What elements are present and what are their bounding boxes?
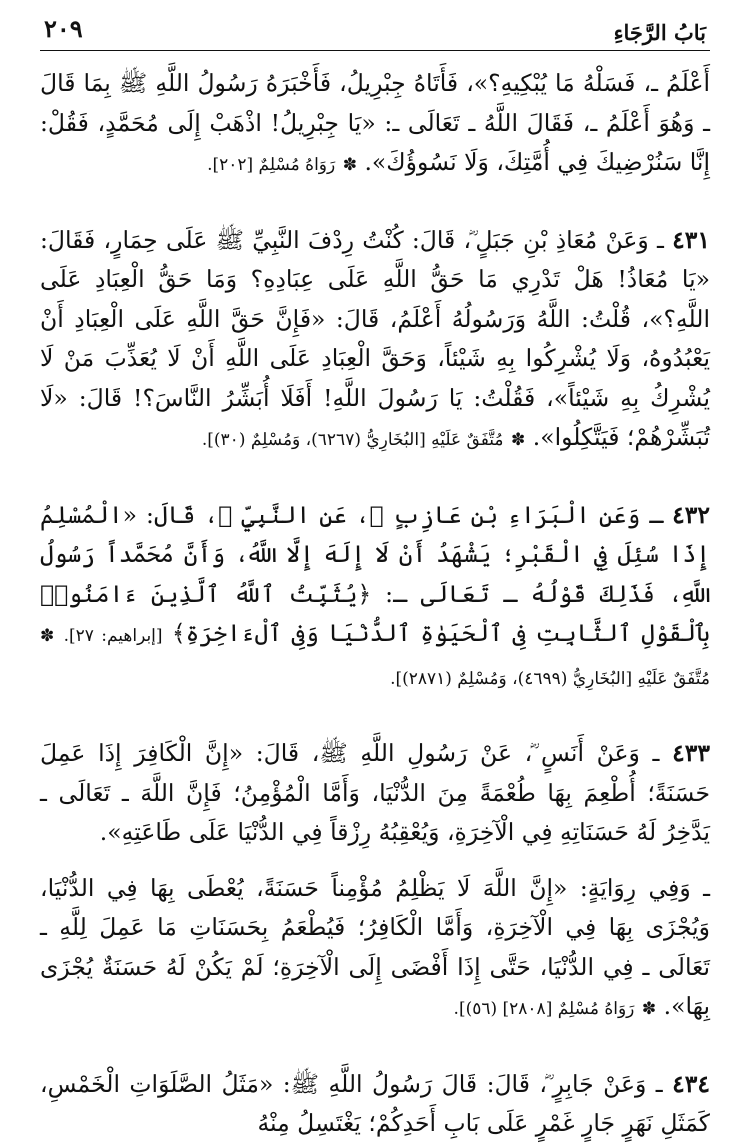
page-number: ٢٠٩ — [44, 14, 83, 43]
continuation-paragraph — [40, 64, 710, 186]
hadith-reference: مُتَّفَقٌ عَلَيْهِ [البُخَارِيُّ (٦٢٦٧)، وَمُسْلِمٌ (٣٠)]. — [201, 430, 504, 450]
hadith-reference: رَوَاهُ مُسْلِمٌ [٢٠٢]. — [207, 155, 336, 175]
page-header — [40, 12, 710, 51]
section-gap — [40, 717, 710, 718]
hadith-433-riwaya — [40, 869, 710, 1030]
continuation-text: أَعْلَمُ ـ، فَسَلْهُ مَا يُبْكِيهِ؟»، فَأَتَاهُ جِبْرِيلُ، فَأَخْبَرَهُ رَسُولُ اللَّهِ ﷺ بِمَا قَالَ ـ وَهُوَ أَعْلَمُ ـ، فَقَالَ اللَّهُ ـ تَعَالَى ـ: «يَا جِبْرِيلُ! اذْهَبْ إِلَى مُحَمَّدٍ، فَقُلْ: إِنَّا سَنُرْضِيكَ فِي أُمَّتِكَ، وَلَا نَسُوؤُكَ». — [40, 69, 710, 176]
chapter-title: بَابُ الرَّجَاءِ — [613, 20, 706, 45]
hadith-number: ٤٣١ — [672, 225, 710, 254]
hadith-text: ـ وَعَنِ الْبَرَاءِ بْنِ عَازِبٍ ؓ، عَنِ النَّبِيِّ ﷺ، قَالَ: «الْمُسْلِمُ إِذَا سُئِلَ فِي الْقَبْرِ؛ يَشْهَدُ أَنْ لَا إِلَهَ إِلَّا اللَّهُ، وَأَنَّ مُحَمَّداً رَسُولُ اللَّهِ، فَذَلِكَ قَوْلُهُ ـ تَعَالَى ـ: — [40, 500, 710, 608]
hadith-number: ٤٣٣ — [672, 739, 710, 767]
star-icon: ✽ — [40, 626, 55, 646]
hadith-434 — [40, 1065, 710, 1144]
hadith-432 — [40, 496, 710, 700]
hadith-number: ٤٣٤ — [672, 1069, 710, 1098]
section-gap — [40, 1048, 710, 1049]
hadith-reference: مُتَّفَقٌ عَلَيْهِ [البُخَارِيُّ (٤٦٩٩)، وَمُسْلِمٌ (٢٨٧١)]. — [390, 668, 710, 689]
page-content — [40, 64, 710, 1144]
star-icon: ✽ — [511, 430, 526, 450]
hadith-text: ـ وَعَنْ جَابِرٍ ؓ، قَالَ: قَالَ رَسُولُ اللَّهِ ﷺ: «مَثَلُ الصَّلَوَاتِ الْخَمْسِ، كَمَثَلِ نَهَرٍ جَارٍ غَمْرٍ عَلَى بَابِ أَحَدِكُمْ؛ يَغْتَسِلُ مِنْهُ — [40, 1069, 710, 1137]
section-gap — [40, 204, 710, 205]
hadith-431 — [40, 221, 710, 461]
riwaya-text: ـ وَفِي رِوَايَةٍ: «إِنَّ اللَّهَ لَا يَظْلِمُ مُؤْمِناً حَسَنَةً، يُعْطَى بِهَا فِي الدُّنْيَا، وَيُجْزَى بِهَا فِي الْآخِرَةِ، وَأَمَّا الْكَافِرُ؛ فَيُطْعَمُ بِحَسَنَاتِ مَا عَمِلَ لِلَّهِ ـ تَعَالَى ـ فِي الدُّنْيَا، حَتَّى إِذَا أَفْضَى إِلَى الْآخِرَةِ؛ لَمْ يَكُنْ لَهُ حَسَنَةٌ يُجْزَى بِهَا». — [40, 873, 710, 1020]
hadith-number: ٤٣٢ — [672, 500, 710, 529]
hadith-433 — [40, 734, 710, 853]
quran-reference: [إبراهيم: ٢٧]. — [63, 626, 163, 646]
section-gap — [40, 479, 710, 480]
star-icon: ✽ — [641, 999, 657, 1019]
quran-verse: ﴿يُثَبِّتُ ٱللَّهُ ٱلَّذِينَ ءَامَنُوا۟ بِٱلْقَوْلِ ٱلثَّابِتِ فِى ٱلْحَيَوٰةِ ٱلدُّنْيَا وَفِى ٱلْءَاخِرَةِ﴾ — [40, 579, 710, 647]
hadith-text: ـ وَعَنْ أَنَسٍ ؓ، عَنْ رَسُولِ اللَّهِ ﷺ، قَالَ: «إِنَّ الْكَافِرَ إِذَا عَمِلَ حَسَنَةً؛ أُطْعِمَ بِهَا طُعْمَةً مِنَ الدُّنْيَا، وَأَمَّا الْمُؤْمِنُ؛ فَإِنَّ اللَّهَ ـ تَعَالَى ـ يَدَّخِرُ لَهُ حَسَنَاتِهِ فِي الْآخِرَةِ، وَيُعْقِبُهُ رِزْقاً فِي الدُّنْيَا عَلَى طَاعَتِهِ». — [40, 739, 710, 846]
hadith-reference: رَوَاهُ مُسْلِمٌ [٢٨٠٨] (٥٦)]. — [453, 999, 635, 1019]
star-icon: ✽ — [342, 155, 357, 175]
hadith-text: ـ وَعَنْ مُعَاذِ بْنِ جَبَلٍ ؓ، قَالَ: كُنْتُ رِدْفَ النَّبِيِّ ﷺ عَلَى حِمَارٍ، فَقَالَ: «يَا مُعَاذُ! هَلْ تَدْرِي مَا حَقُّ اللَّهِ عَلَى عِبَادِهِ؟ وَمَا حَقُّ الْعِبَادِ عَلَى اللَّهِ؟»، قُلْتُ: اللَّهُ وَرَسُولُهُ أَعْلَمُ، قَالَ: «فَإِنَّ حَقَّ اللَّهِ عَلَى الْعِبَادِ أَنْ يَعْبُدُوهُ، وَلَا يُشْرِكُوا بِهِ شَيْئاً، وَحَقَّ الْعِبَادِ عَلَى اللَّهِ أَنْ لَا يُعَذِّبَ مَنْ لَا يُشْرِكُ بِهِ شَيْئاً»، فَقُلْتُ: يَا رَسُولَ اللَّهِ! أَفَلَا أُبَشِّرُ النَّاسَ؟! قَالَ: «لَا تُبَشِّرْهُمْ؛ فَيَتَّكِلُوا». — [40, 225, 710, 451]
